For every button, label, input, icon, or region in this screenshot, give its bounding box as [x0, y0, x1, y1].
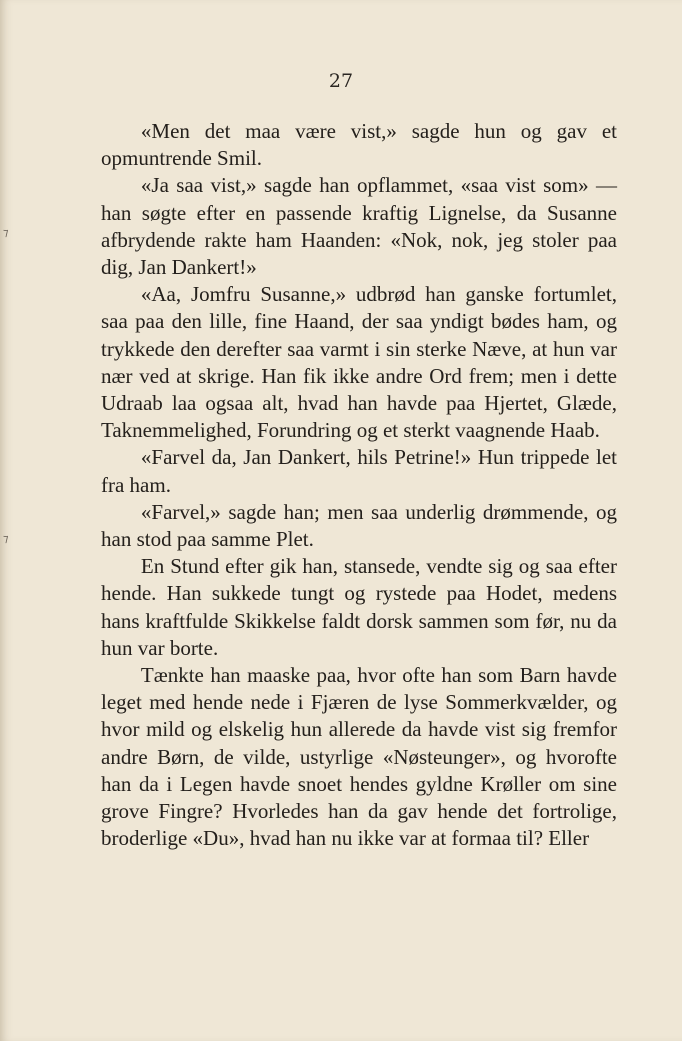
page-number: 27	[328, 70, 354, 92]
paragraph: «Ja saa vist,» sagde han opflammet, «saa vist som» — han søgte efter en passende kraftig Lignelse, da Susanne afbrydende rakte ham Haanden: «Nok, nok, jeg stoler paa dig, Jan Dankert!»	[101, 173, 617, 280]
body-text	[101, 118, 617, 852]
paragraph: «Farvel da, Jan Dankert, hils Petrine!» Hun trippede let fra ham.	[101, 445, 617, 497]
paragraph: «Farvel,» sagde han; men saa underlig drømmende, og han stod paa samme Plet.	[101, 499, 617, 552]
paragraph: Tænkte han maaske paa, hvor ofte han som Barn havde leget med hende nede i Fjæren de lyse Sommerkvælder, og hvor mild og elskelig hun allerede da havde vist sig fremfor andre Børn, de vilde, ustyrlige «Nøsteunger», og hvorofte han da i Legen havde snoet hendes gyldne Krøller om sine grove Fingre? Hvorledes han da gav hende det fortrolige, broderlige «Du», hvad han nu ikke var at formaa til? Eller	[101, 663, 617, 851]
paragraph: «Men det maa være vist,» sagde hun og gav et opmuntrende Smil.	[101, 119, 617, 171]
paragraph: «Aa, Jomfru Susanne,» udbrød han ganske fortumlet, saa paa den lille, fine Haand, der saa yndigt bødes ham, og trykkede den derefter saa varmt i sin sterke Næve, at hun var nær ved at skrige. Han fik ikke andre Ord frem; men i dette Udraab laa ogsaa alt, hvad han havde paa Hjertet, Glæde, Taknemmelighed, Forundring og et sterkt vaagnende Haab.	[101, 282, 617, 443]
margin-tick-mark: ⁊	[3, 532, 9, 545]
paragraph: En Stund efter gik han, stansede, vendte sig og saa efter hende. Han sukkede tungt og rystede paa Hodet, medens hans kraftfulde Skikkelse faldt dorsk sammen som før, nu da hun var borte.	[101, 554, 617, 660]
margin-tick-mark: ⁊	[3, 226, 9, 239]
